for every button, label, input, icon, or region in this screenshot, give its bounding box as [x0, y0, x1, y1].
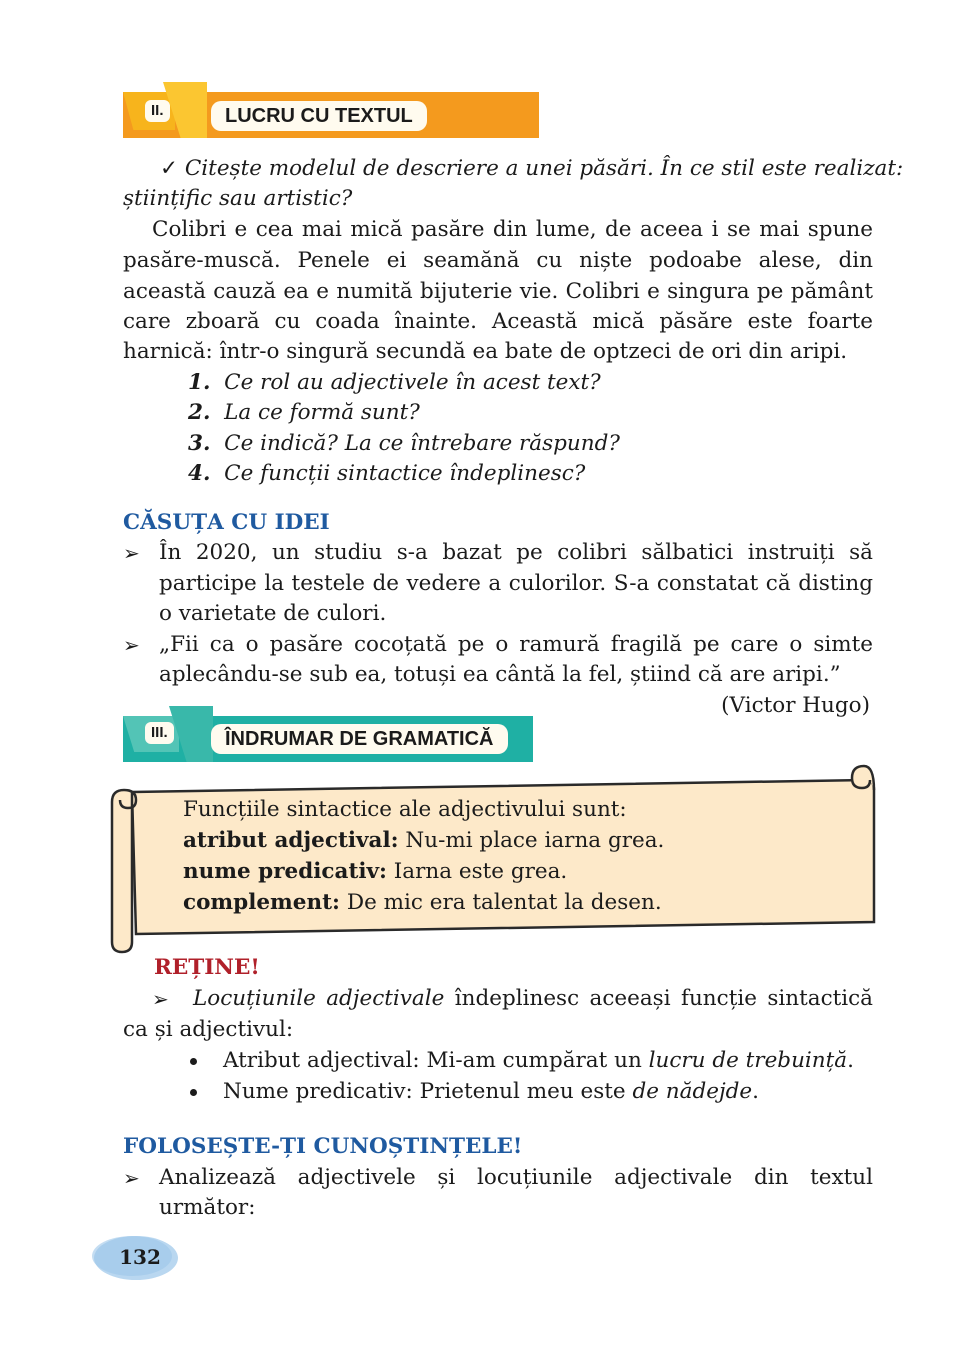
apply-line-2: următor:	[159, 1195, 256, 1220]
scroll-intro: Funcțiile sintactice ale adjectivului sunt:	[183, 797, 627, 822]
task-line-2: științific sau artistic?	[123, 186, 353, 211]
scroll-row: complement: De mic era talentat la desen.	[183, 890, 662, 915]
retine-line-1: Locuțiunile adjectivale îndeplinesc aceeași funcție sintactică	[193, 986, 873, 1011]
scroll-row: nume predicativ: Iarna este grea.	[183, 859, 568, 884]
text-line: harnică: într-o singură secundă ea bate de optzeci de ori din aripi.	[123, 339, 848, 364]
arrow-icon: ➢	[123, 1166, 140, 1190]
section-title: ÎNDRUMAR DE GRAMATICĂ	[211, 724, 508, 754]
question-item: 2. La ce formă sunt?	[188, 400, 420, 425]
apply-heading: FOLOSEȘTE-ȚI CUNOȘTINȚELE!	[123, 1134, 523, 1159]
ideas-item-line: participe la testele de vedere a culorilor. S-a constatat că disting	[159, 571, 873, 596]
section-number: III.	[145, 722, 174, 744]
retine-bullet: Atribut adjectival: Mi-am cumpărat un lucru de trebuință.	[223, 1048, 854, 1073]
bullet-dot-icon	[190, 1089, 197, 1096]
section-banner-indrumar-de-gramatica	[123, 716, 533, 762]
retine-bullet: Nume predicativ: Prietenul meu este de nădejde.	[223, 1079, 759, 1104]
scroll-row: atribut adjectival: Nu-mi place iarna grea.	[183, 828, 665, 853]
question-item: 4. Ce funcții sintactice îndeplinesc?	[188, 461, 586, 486]
arrow-icon: ➢	[123, 633, 140, 657]
question-item: 1. Ce rol au adjectivele în acest text?	[188, 370, 601, 395]
quote-author: (Victor Hugo)	[721, 693, 870, 718]
ideas-heading: CĂSUȚA CU IDEI	[123, 510, 330, 535]
text-line: pasăre-muscă. Penele ei seamănă cu niște podoabe alese, din	[123, 248, 873, 273]
apply-line-1: Analizează adjectivele și locuțiunile adjectivale din textul	[159, 1165, 873, 1190]
text-line: această cauză ea e numită bijuterie vie. Colibri e singura pe pământ	[123, 279, 873, 304]
section-number: II.	[145, 100, 170, 122]
text-line: Colibri e cea mai mică pasăre din lume, de aceea i se mai spune	[152, 217, 873, 242]
check-icon: ✓	[160, 156, 179, 181]
text-line: care zboară cu coada înainte. Această mică păsăre este foarte	[123, 309, 873, 334]
quote-line: aplecându-se sub ea, totuși ea cântă la fel, știind că are aripi.”	[159, 662, 841, 687]
page-number: 132	[119, 1245, 161, 1269]
quote-line: „Fii ca o pasăre cocoțată pe o ramură fragilă pe care o simte	[159, 632, 873, 657]
task-line-1: ✓ Citește modelul de descriere a unei păsări. În ce stil este realizat:	[160, 156, 904, 181]
retine-line-2: ca și adjectivul:	[123, 1017, 294, 1042]
arrow-icon: ➢	[152, 987, 169, 1011]
question-item: 3. Ce indică? La ce întrebare răspund?	[188, 431, 620, 456]
section-banner-lucru-cu-textul	[123, 92, 539, 138]
ideas-item-line: o varietate de culori.	[159, 601, 387, 626]
section-title: LUCRU CU TEXTUL	[211, 101, 427, 131]
bullet-dot-icon	[190, 1058, 197, 1065]
ideas-item-line: În 2020, un studiu s-a bazat pe colibri sălbatici instruiți să	[159, 540, 873, 565]
retine-heading: REȚINE!	[154, 955, 260, 980]
arrow-icon: ➢	[123, 541, 140, 565]
